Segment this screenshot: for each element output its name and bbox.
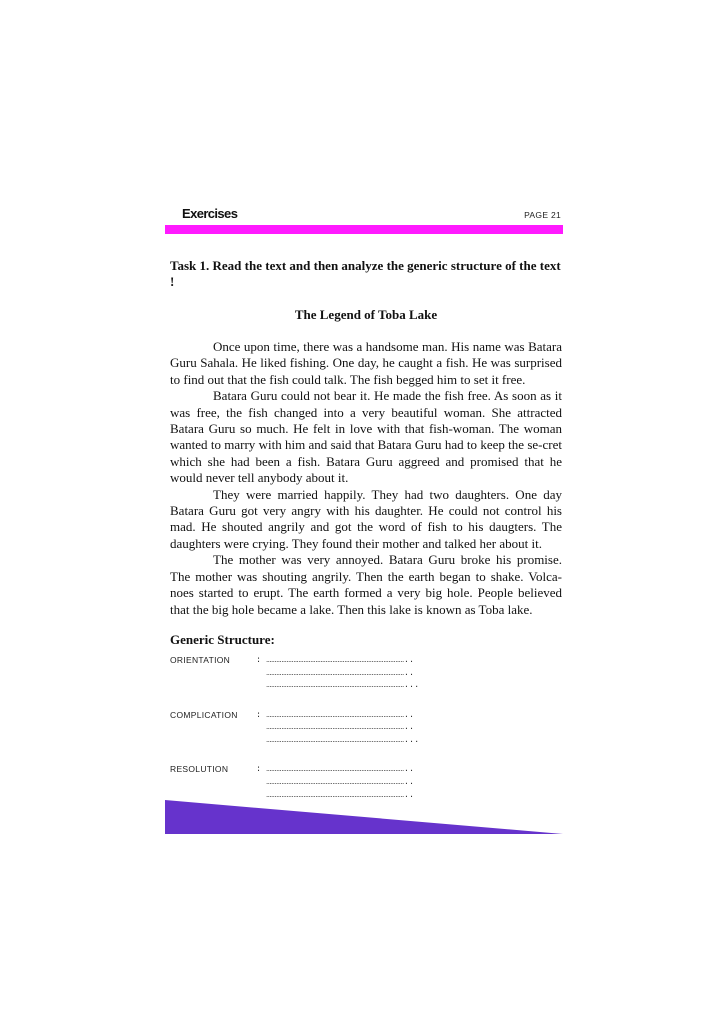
- story-paragraph: They were married happily. They had two daughters. One day Batara Guru got very angry with his daughter. He could not control his mad. He shouted angrily and got the word of fish to his daugters. The daughters were crying. They found their mother and talked her about it.: [170, 486, 562, 551]
- gs-row-complication: [170, 709, 562, 747]
- gs-label: ORIENTATION: [170, 654, 231, 665]
- task-heading: Task 1. Read the text and then analyze the generic structure of the text !: [170, 258, 561, 289]
- footer-wedge: [165, 800, 563, 834]
- main-content: [170, 258, 562, 818]
- gs-row-resolution: [170, 763, 562, 801]
- page-number: PAGE 21: [524, 210, 561, 220]
- story-paragraph: The mother was very annoyed. Batara Guru broke his promise. The mother was shouting angrily. Then the earth began to shake. Volca-noes started to erupt. The earth formed a very big hole. People believed that the big hole became a lake. Then this lake is known as Toba lake.: [170, 552, 562, 617]
- story-paragraph: Once upon time, there was a handsome man. His name was Batara Guru Sahala. He liked fishing. One day, he caught a fish. He was surprised to find out that the fish could talk. The fish begged him to set it free.: [170, 339, 562, 387]
- gs-label: COMPLICATION: [170, 709, 238, 720]
- answer-lines[interactable]: : ……………………………………………………………………….. ……………………………………………………………………….. ………………………………………………………………………...: [256, 709, 420, 745]
- gs-row-orientation: [170, 654, 562, 692]
- story-paragraph: Batara Guru could not bear it. He made the fish free. As soon as it was free, the fish changed into a very beautiful woman. She attracted Batara Guru so much. He felt in love with that fish-woman. The woman wanted to marry with him and said that Batara Guru had to keep the se-cret which she had been a fish. Batara Guru aggreed and promised that he would never tell anybody about it.: [170, 388, 562, 486]
- generic-structure-list: [170, 654, 562, 801]
- generic-structure-heading: Generic Structure:: [170, 631, 275, 647]
- story-title: The Legend of Toba Lake: [294, 307, 438, 322]
- accent-bar: [165, 225, 563, 234]
- section-title: Exercises: [182, 206, 238, 221]
- story-text: [170, 339, 562, 618]
- gs-label: RESOLUTION: [170, 764, 229, 775]
- answer-lines[interactable]: : ……………………………………………………………………….. ……………………………………………………………………….. ………………………………………………………………………...: [256, 654, 420, 691]
- answer-lines[interactable]: : ……………………………………………………………………….. ……………………………………………………………………….. ………………………………………………………………………..: [256, 764, 415, 800]
